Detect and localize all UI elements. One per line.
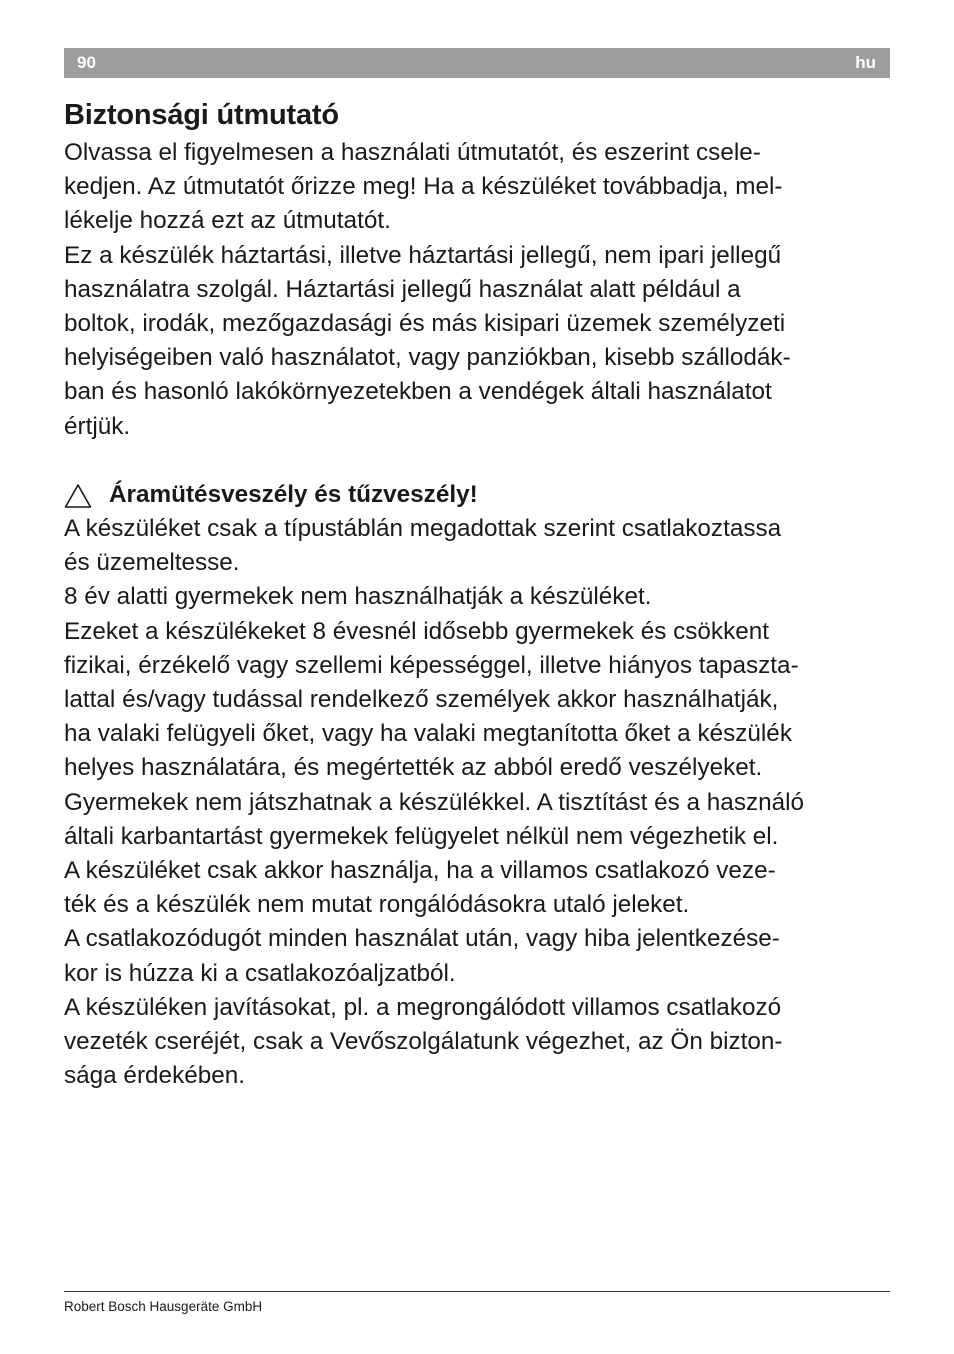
intro-line: értjük.: [64, 412, 131, 440]
warning-line: kor is húzza ki a csatlakozóaljzatból.: [64, 959, 456, 987]
intro-line: ban és hasonló lakókörnyezetekben a vendégek általi használatot: [64, 378, 772, 406]
section-spacer: [64, 444, 894, 478]
intro-text: [64, 136, 894, 444]
footer-divider: [64, 1291, 890, 1292]
warning-line: Gyermekek nem játszhatnak a készülékkel. A tisztítást és a használó: [64, 788, 805, 816]
page-header-bar: [64, 48, 890, 78]
page-number: 90: [77, 53, 96, 72]
warning-line: általi karbantartást gyermekek felügyelet nélkül nem végezhetik el.: [64, 822, 779, 850]
warning-line: ha valaki felügyeli őket, vagy ha valaki megtanította őket a készülék: [64, 720, 792, 748]
warning-line: helyes használatára, és megértették az abból eredő veszélyeket.: [64, 754, 763, 782]
warning-line: sága érdekében.: [64, 1062, 246, 1090]
warning-line: ték és a készülék nem mutat rongálódásokra utaló jeleket.: [64, 891, 690, 919]
warning-line: A készüléken javításokat, pl. a megrongálódott villamos csatlakozó: [64, 993, 782, 1021]
warning-line: 8 év alatti gyermekek nem használhatják a készüléket.: [64, 583, 652, 611]
warning-line: és üzemeltesse.: [64, 549, 240, 577]
warning-line: Ezeket a készülékeket 8 évesnél idősebb gyermekek és csökkent: [64, 617, 769, 645]
warning-line: fizikai, érzékelő vagy szellemi képességgel, illetve hiányos tapaszta-: [64, 651, 799, 679]
main-content: [64, 94, 894, 1093]
intro-line: Olvassa el figyelmesen a használati útmutatót, és eszerint csele-: [64, 139, 761, 166]
warning-text: [64, 512, 894, 1093]
intro-line: kedjen. Az útmutatót őrizze meg! Ha a készüléket továbbadja, mel-: [64, 173, 783, 201]
warning-line: A készüléket csak a típustáblán megadottak szerint csatlakoztassa: [64, 515, 782, 543]
warning-line: lattal és/vagy tudással rendelkező személyek akkor használhatják,: [64, 686, 779, 714]
warning-heading: [64, 478, 894, 512]
intro-line: használatra szolgál. Háztartási jellegű használat alatt például a: [64, 275, 741, 303]
section-title: Biztonsági útmutató: [64, 99, 339, 131]
language-code: hu: [855, 53, 876, 72]
intro-line: lékelje hozzá ezt az útmutatót.: [64, 207, 391, 235]
intro-line: helyiségeiben való használatot, vagy panziókban, kisebb szállodák-: [64, 344, 791, 372]
warning-line: A készüléket csak akkor használja, ha a villamos csatlakozó veze-: [64, 857, 776, 885]
footer-company: Robert Bosch Hausgeräte GmbH: [64, 1299, 263, 1314]
intro-line: Ez a készülék háztartási, illetve háztartási jellegű, nem ipari jellegű: [64, 241, 782, 269]
intro-line: boltok, irodák, mezőgazdasági és más kisipari üzemek személyzeti: [64, 310, 786, 338]
warning-line: A csatlakozódugót minden használat után, vagy hiba jelentkezése-: [64, 925, 780, 953]
warning-heading-text: Áramütésveszély és tűzveszély!: [109, 480, 478, 508]
warning-line: vezeték cseréjét, csak a Vevőszolgálatunk végezhet, az Ön bizton-: [64, 1028, 783, 1056]
warning-triangle-icon: [64, 483, 92, 509]
